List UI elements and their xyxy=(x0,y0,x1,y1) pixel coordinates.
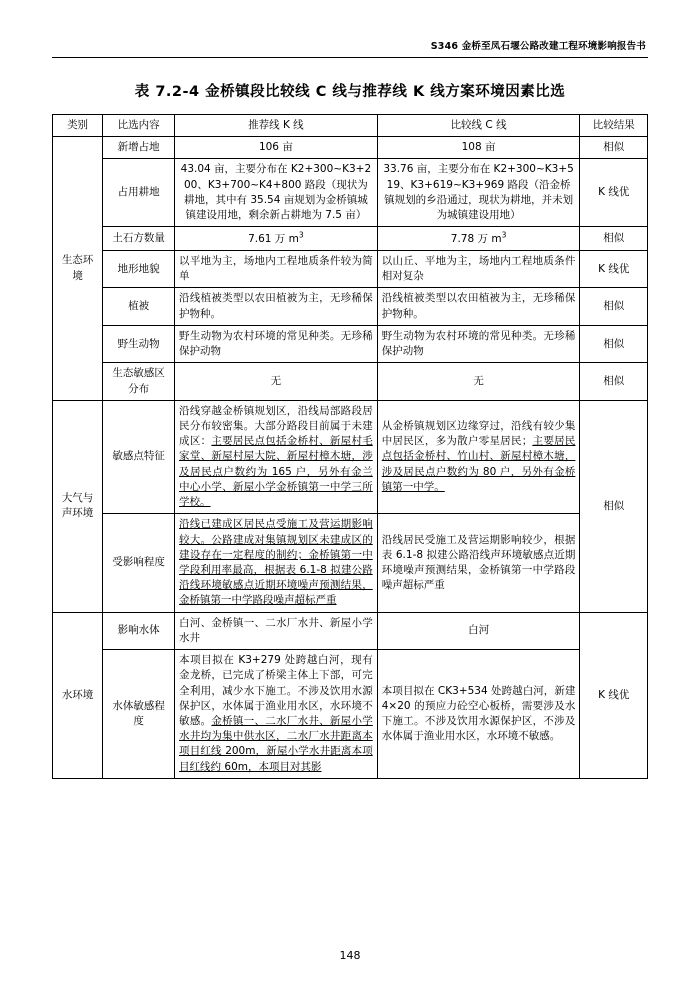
k-vegetation: 沿线植被类型以农田植被为主，无珍稀保护物种。 xyxy=(175,288,378,325)
comparison-table xyxy=(52,114,648,779)
column-header-c-line: 比较线 C 线 xyxy=(377,115,580,137)
header-divider xyxy=(52,57,648,58)
c-sensitive-features: 从金桥镇规划区边缘穿过，沿线有较少集中居民区，多为散户零星居民；主要居民点包括金桥村、竹山村、新屋村樟木塘，涉及居民点户数约为 80 户，另外有金桥镇第一中学。 xyxy=(377,400,580,514)
c-sensitive-area: 无 xyxy=(377,363,580,400)
item-wildlife: 野生动物 xyxy=(103,325,175,362)
item-topography: 地形地貌 xyxy=(103,251,175,288)
column-header-item: 比选内容 xyxy=(103,115,175,137)
table-row xyxy=(53,288,648,325)
c-impact-degree: 沿线居民受施工及营运期影响较少，根据表 6.1-8 拟建公路沿线声环境敏感点近期环境噪声预测结果，金桥镇第一中学路段噪声超标严重 xyxy=(377,514,580,612)
c-wildlife: 野生动物为农村环境的常见种类。无珍稀保护动物 xyxy=(377,325,580,362)
table-row xyxy=(53,227,648,251)
running-header: S346 金桥至凤石堰公路改建工程环境影响报告书 xyxy=(430,41,646,52)
item-impact-degree: 受影响程度 xyxy=(103,514,175,612)
k-earthwork: 7.61 万 $m^3$ xyxy=(175,227,378,251)
k-topography: 以平地为主，场地内工程地质条件较为简单 xyxy=(175,251,378,288)
result-earthwork: 相似 xyxy=(580,227,648,251)
k-new-land: 106 亩 xyxy=(175,137,378,159)
page-number: 148 xyxy=(339,949,361,962)
table-row xyxy=(53,514,648,612)
category-water: 水环境 xyxy=(53,612,103,778)
column-header-k-line: 推荐线 K 线 xyxy=(175,115,378,137)
result-sensitive-area: 相似 xyxy=(580,363,648,400)
table-row xyxy=(53,137,648,159)
column-header-result: 比较结果 xyxy=(580,115,648,137)
result-water: K 线优 xyxy=(580,612,648,778)
k-water-sensitivity: 本项目拟在 K3+279 处跨越白河，现有金龙桥，已完成了桥梁主体上下部，可完全利用，减少水下施工。不涉及饮用水源保护区，水体属于渔业用水区，水环境不敏感。金桥镇一、二水厂水井、新屋小学水井均为集中供水区，二水厂水井距离本项目红线 200m，新屋小学水井距离本项目红线约 60m，本项目对其影 xyxy=(175,650,378,779)
result-new-land: 相似 xyxy=(580,137,648,159)
c-topography: 以山丘、平地为主，场地内工程地质条件相对复杂 xyxy=(377,251,580,288)
c-new-land: 108 亩 xyxy=(377,137,580,159)
table-row xyxy=(53,400,648,514)
category-ecology: 生态环境 xyxy=(53,137,103,401)
item-vegetation: 植被 xyxy=(103,288,175,325)
table-row xyxy=(53,650,648,779)
item-earthwork: 土石方数量 xyxy=(103,227,175,251)
item-farmland: 占用耕地 xyxy=(103,159,175,227)
item-water-sensitivity: 水体敏感程度 xyxy=(103,650,175,779)
item-sensitive-features: 敏感点特征 xyxy=(103,400,175,514)
item-new-land: 新增占地 xyxy=(103,137,175,159)
k-farmland: 43.04 亩，主要分布在 K2+300~K3+200、K3+700~K4+800 路段（现状为耕地，其中有 35.54 亩规划为金桥镇城镇建设用地，剩余新占耕地为 7.5 亩） xyxy=(175,159,378,227)
k-wildlife: 野生动物为农村环境的常见种类。无珍稀保护动物 xyxy=(175,325,378,362)
result-air-noise: 相似 xyxy=(580,400,648,612)
table-row xyxy=(53,251,648,288)
table-row xyxy=(53,363,648,400)
k-impact-degree: 沿线已建成区居民点受施工及营运期影响较大。公路建成对集镇规划区未建成区的建设存在一定程度的制约；金桥镇第一中学段利用率最高，根据表 6.1-8 拟建公路沿线环境敏感点近期环境噪声预测结果，金桥镇第一中学路段噪声超标严重 xyxy=(175,514,378,612)
result-topography: K 线优 xyxy=(580,251,648,288)
c-earthwork: 7.78 万 $m^3$ xyxy=(377,227,580,251)
c-vegetation: 沿线植被类型以农田植被为主，无珍稀保护物种。 xyxy=(377,288,580,325)
c-affected-water: 白河 xyxy=(377,612,580,649)
result-wildlife: 相似 xyxy=(580,325,648,362)
table-row xyxy=(53,159,648,227)
category-air-noise: 大气与声环境 xyxy=(53,400,103,612)
table-header-row xyxy=(53,115,648,137)
result-farmland: K 线优 xyxy=(580,159,648,227)
k-sensitive-features: 沿线穿越金桥镇规划区，沿线局部路段居民分布较密集。大部分路段目前属于未建成区：主要居民点包括金桥村、新屋村毛家堂、新屋村屋大院、新屋村樟木塘，涉及居民点户数约为 165 户，另外有金兰中心小学、新屋小学金桥镇第一中学三所学校。 xyxy=(175,400,378,514)
table-title: 表 7.2-4 金桥镇段比较线 C 线与推荐线 K 线方案环境因素比选 xyxy=(134,84,566,100)
table-row xyxy=(53,325,648,362)
table-row xyxy=(53,612,648,649)
item-sensitive-area: 生态敏感区分布 xyxy=(103,363,175,400)
c-water-sensitivity: 本项目拟在 CK3+534 处跨越白河，新建 4×20 的预应力砼空心板桥，需要涉及水下施工。不涉及饮用水源保护区，不涉及水体属于渔业用水区，水环境不敏感。 xyxy=(377,650,580,779)
k-affected-water: 白河、金桥镇一、二水厂水井、新屋小学水井 xyxy=(175,612,378,649)
item-affected-water: 影响水体 xyxy=(103,612,175,649)
column-header-category: 类别 xyxy=(53,115,103,137)
c-farmland: 33.76 亩，主要分布在 K2+300~K3+519、K3+619~K3+969 路段（沿金桥镇规划的乡沿通过，现状为耕地，并未划为城镇建设用地） xyxy=(377,159,580,227)
k-sensitive-area: 无 xyxy=(175,363,378,400)
result-vegetation: 相似 xyxy=(580,288,648,325)
